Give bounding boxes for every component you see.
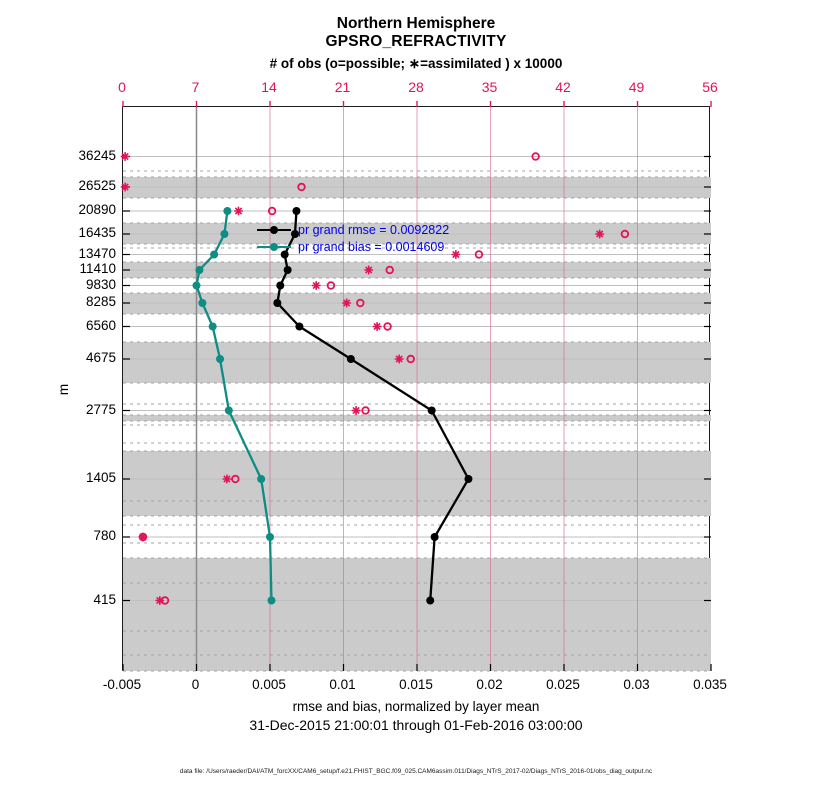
legend-label-rmse: pr grand rmse = 0.0092822 [298, 222, 450, 237]
y-axis-tick-label: 9830 [85, 276, 116, 292]
pr-grand-rmse-point [428, 407, 436, 415]
legend [257, 221, 449, 255]
bias-line-swatch [257, 238, 291, 255]
pr-grand-rmse-point [284, 266, 292, 274]
y-axis-tick-label: 11410 [79, 261, 116, 276]
pr-grand-bias-point [257, 475, 265, 483]
bottom-axis-tick-label: 0.035 [693, 677, 727, 692]
y-axis-tick-label: 2775 [85, 401, 116, 417]
pr-grand-bias-point [225, 407, 233, 415]
top-axis-tick-label: 35 [481, 79, 498, 95]
assimilated-obs-marker [595, 230, 604, 239]
bottom-axis-tick-label: 0.01 [329, 677, 356, 692]
y-axis-tick-label: 6560 [85, 317, 116, 333]
assimilated-obs-marker [121, 183, 130, 192]
assimilated-obs-marker [121, 152, 130, 161]
assimilated-obs-marker [234, 207, 243, 216]
bottom-axis-tick-label: 0.03 [623, 677, 650, 692]
y-axis-tick-label: 1405 [85, 470, 116, 485]
chart-subtitle: GPSRO_REFRACTIVITY [325, 33, 507, 50]
bottom-axis-label: rmse and bias, normalized by layer mean [292, 699, 540, 714]
assimilated-obs-marker [342, 299, 351, 308]
pr-grand-bias-point [195, 266, 203, 274]
legend-label-bias: pr grand bias = 0.0014609 [298, 239, 445, 254]
top-axis-tick-label: 0 [118, 79, 126, 95]
y-axis-tick-label: 780 [93, 528, 116, 543]
pr-grand-bias-point [266, 533, 274, 541]
y-axis-tick-label: 36245 [78, 147, 116, 163]
profile-chart-svg [123, 107, 711, 671]
pr-grand-bias-point [267, 597, 275, 605]
assimilated-obs-marker [364, 266, 373, 275]
data-file-path: data file: /Users/raeder/DAI/ATM_forcXX/CAM6_setup/f.e21.FHIST_BGC.f09_025.CAM6assim.011/Diags_NTrS_2017-02/Diags_NTrS_2016-01/obs_diag_output.nc [179, 768, 653, 775]
bottom-axis-tick-label: 0.025 [546, 677, 580, 692]
assimilated-obs-marker [451, 250, 460, 259]
pr-grand-bias-point [193, 282, 201, 290]
pr-grand-bias-point [210, 251, 218, 259]
pr-grand-bias-point [220, 230, 228, 238]
assimilated-obs-marker [352, 406, 361, 415]
y-axis-tick-label: 415 [93, 591, 116, 607]
pr-grand-rmse-point [426, 597, 434, 605]
pr-grand-rmse-point [273, 299, 281, 307]
pr-grand-bias-point [223, 207, 231, 215]
assimilated-obs-marker [139, 533, 148, 542]
plot-area [122, 106, 710, 670]
bottom-axis-tick-label: 0 [191, 677, 200, 692]
top-axis-tick-label: 56 [702, 79, 718, 95]
assimilated-obs-marker [155, 596, 164, 605]
top-axis-tick-label: 42 [555, 79, 571, 95]
bottom-axis-tick-label: 0.005 [252, 677, 286, 692]
pr-grand-rmse-point [464, 475, 472, 483]
pr-grand-rmse-point [347, 355, 355, 363]
top-axis-tick-label: 14 [261, 79, 277, 95]
top-axis-tick-label: 28 [408, 79, 424, 95]
assimilated-obs-marker [312, 281, 321, 290]
bottom-axis-tick-label: 0.015 [399, 677, 433, 692]
pr-grand-bias-point [209, 323, 217, 331]
assimilated-obs-marker [395, 355, 404, 364]
top-axis-label: # of obs (o=possible; ∗=assimilated ) x 10000 [269, 56, 563, 71]
pr-grand-rmse-point [276, 282, 284, 290]
y-axis-tick-label: 26525 [78, 178, 116, 193]
y-axis-tick-label: 8285 [85, 294, 116, 309]
y-axis-tick-label: 20890 [78, 202, 116, 217]
assimilated-obs-marker [223, 475, 232, 484]
top-axis-tick-label: 49 [628, 79, 645, 95]
top-axis-tick-label: 21 [334, 79, 351, 95]
pr-grand-bias-point [216, 355, 224, 363]
pr-grand-bias-point [198, 299, 206, 307]
pr-grand-rmse-point [292, 207, 300, 215]
pr-grand-rmse-point [295, 323, 303, 331]
y-axis-tick-label: 4675 [85, 350, 116, 365]
legend-row-bias [257, 238, 449, 255]
legend-row-rmse [257, 221, 449, 238]
bottom-axis-tick-label: -0.005 [102, 677, 142, 692]
chart-title: Northern Hemisphere [336, 15, 496, 32]
y-axis-label: m [56, 383, 72, 396]
timespan-text: 31-Dec-2015 21:00:01 through 01-Feb-2016 03:00:00 [249, 717, 583, 733]
bottom-axis-tick-label: 0.02 [476, 677, 503, 692]
pr-grand-rmse-point [431, 533, 439, 541]
top-axis-tick-label: 7 [191, 79, 200, 95]
assimilated-obs-marker [373, 322, 382, 331]
rmse-line-swatch [257, 221, 291, 238]
y-axis-tick-label: 13470 [78, 245, 116, 261]
y-axis-tick-label: 16435 [78, 225, 116, 240]
